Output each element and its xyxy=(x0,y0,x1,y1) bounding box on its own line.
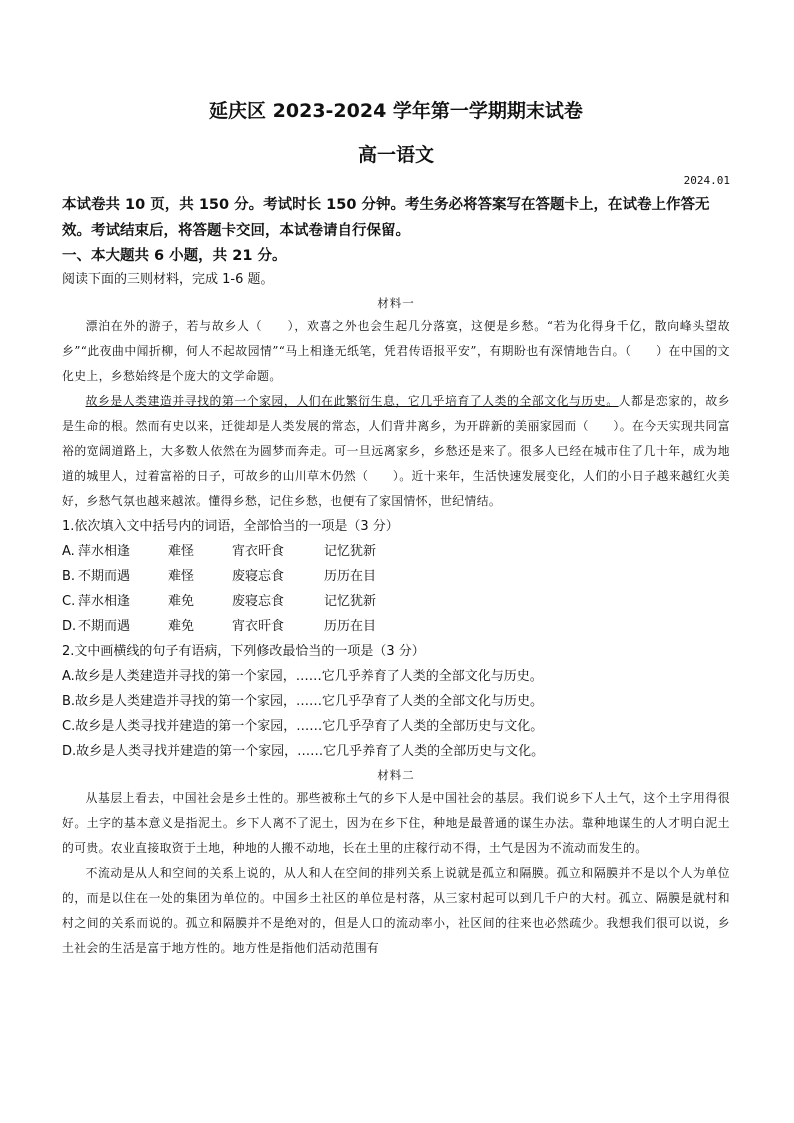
q1-option-d[interactable]: D. 不期而遇 难免 宵衣旰食 历历在目 xyxy=(62,619,377,634)
exam-page xyxy=(62,96,730,961)
page-title: 延庆区 2023-2024 学年第一学期期末试卷 xyxy=(209,100,583,122)
q1-option-c[interactable]: C. 萍水相逢 难免 废寝忘食 记忆犹新 xyxy=(62,594,377,609)
exam-notice: 本试卷共 10 页，共 150 分。考试时长 150 分钟。考生务必将答案写在答题卡上，在试卷上作答无效。考试结束后，将答题卡交回，本试卷请自行保留。 xyxy=(62,197,710,239)
page-subtitle: 高一语文 xyxy=(357,144,434,166)
question-2-stem: 2.文中画横线的句子有语病，下列修改最恰当的一项是（3 分） xyxy=(62,644,425,659)
material-2-title: 材料二 xyxy=(377,768,415,782)
material-2-paragraph-2: 不流动是从人和空间的关系上说的，从人和人在空间的排列关系上说就是孤立和隔膜。孤立和隔膜并不是以个人为单位的，而是以住在一处的集团为单位的。中国乡土社区的单位是村落，从三家村起可以到几千户的大村。孤立、隔膜是就村和村之间的关系而说的。孤立和隔膜并不是绝对的，但是人口的流动率小，社区间的往来也必然疏少。我想我们很可以说，乡土社会的生活是富于地方性的。地方性是指他们活动范围有 xyxy=(62,866,730,955)
material-2-paragraph-1: 从基层上看去，中国社会是乡土性的。那些被称土气的乡下人是中国社会的基层。我们说乡下人土气，这个土字用得很好。土字的基本意义是指泥土。乡下人离不了泥土，因为在乡下住，种地是最普通的谋生办法。靠种地谋生的人才明白泥土的可贵。农业直接取资于土地，种地的人搬不动地，长在土里的庄稼行动不得，土气是因为不流动而发生的。 xyxy=(62,791,730,855)
q2-option-c[interactable]: C.故乡是人类寻找并建造的第一个家园，……它几乎孕育了人类的全部历史与文化。 xyxy=(62,719,544,734)
q1-option-a[interactable]: A. 萍水相逢 难怪 宵衣旰食 记忆犹新 xyxy=(62,544,377,559)
q2-option-b[interactable]: B.故乡是人类建造并寻找的第一个家园，……它几乎孕育了人类的全部文化与历史。 xyxy=(62,694,544,709)
paragraph-text: 人都是恋家的，故乡是生命的根。然而有史以来，迁徙却是人类发展的常态，人们背井离乡，为开辟新的美丽家园而（ ）。在今天实现共同富裕的宽阔道路上，大多数人依然在为圆梦而奔走。可一旦远离家乡，乡愁还是来了。很多人已经在城市住了几十年，成为地道的城里人，过着富裕的日子，可故乡的山川草木仍然（ ）。近十来年，生活快速发展变化，人们的小日子越来越红火美好，乡愁气氛也越来越浓。懂得乡愁，记住乡愁，也便有了家国情怀，世纪情结。 xyxy=(62,394,730,508)
material-1-paragraph-2 xyxy=(62,389,730,514)
material-1-title: 材料一 xyxy=(377,296,415,310)
q2-option-a[interactable]: A.故乡是人类建造并寻找的第一个家园，……它几乎养育了人类的全部文化与历史。 xyxy=(62,669,543,684)
q1-option-b[interactable]: B. 不期而遇 难怪 废寝忘食 历历在目 xyxy=(62,569,377,584)
exam-date: 2024.01 xyxy=(683,174,730,187)
section-heading: 一、本大题共 6 小题，共 21 分。 xyxy=(62,248,287,264)
underlined-sentence: 故乡是人类建造并寻找的第一个家园，人们在此繁衍生息，它几乎培育了人类的全部文化与历史。 xyxy=(85,394,619,408)
material-1-paragraph-1: 漂泊在外的游子，若与故乡人（ ），欢喜之外也会生起几分落寞，这便是乡愁。“若为化得身千亿，散向峰头望故乡”“此夜曲中闻折柳，何人不起故园情”“马上相逢无纸笔，凭君传语报平安”，有期盼也有深情地告白。（ ）在中国的文化史上，乡愁始终是个庞大的文学命题。 xyxy=(62,319,730,383)
question-1-stem: 1.依次填入文中括号内的词语，全部恰当的一项是（3 分） xyxy=(62,519,399,534)
section-instruction: 阅读下面的三则材料，完成 1-6 题。 xyxy=(62,272,274,287)
q2-option-d[interactable]: D.故乡是人类寻找并建造的第一个家园，……它几乎养育了人类的全部历史与文化。 xyxy=(62,744,545,759)
